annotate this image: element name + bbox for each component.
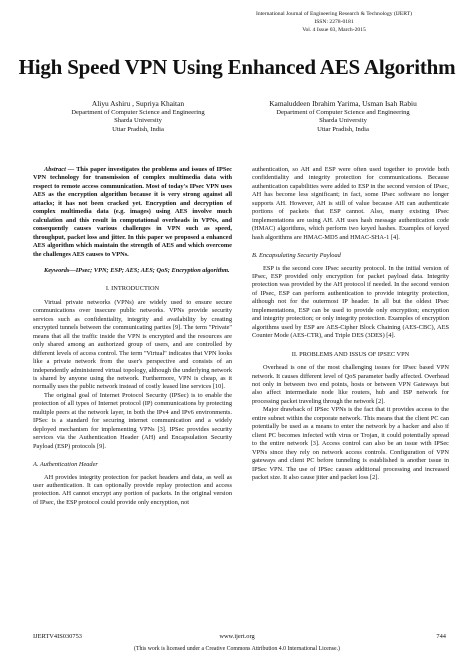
keywords: Keywords—IPsec; VPN; ESP; AES; AES; QoS; Encryption algorithm. <box>44 266 230 274</box>
paper-title: High Speed VPN Using Enhanced AES Algorithm <box>18 55 456 79</box>
abstract <box>33 166 232 259</box>
intro-paragraph-1: Virtual private networks (VPNs) are widely used to ensure secure communications over insecure public networks. VPNs provide security services such as confidentiality, integrity and availability by creating encrypted tunnels between the communicating parties [9]. The term "Private" means that all the traffic inside the VPN is encrypted and the resources are only shared among an authorized group of users, and are controlled by different levels of access control. The term "Virtual" indicates that VPN looks like a private network from the user's perspective and consists of an independently administered virtual topology, although the underlying network is shared by anyone using the network. Furthermore, VPN is cheap, as it normally uses the public network instead of costly leased line services [10]. <box>33 298 232 391</box>
author-department: Department of Computer Science and Engineering <box>71 108 205 116</box>
section-heading-problems: II. PROBLEMS AND ISSUS OF IPSEC VPN <box>291 350 410 358</box>
author-university: Sharda University <box>319 117 367 125</box>
problems-paragraph-2: Major drawback of IPSec VPNs is the fact that it provides access to the entire subnet within the corporate network. This means that the client PC can potentially be used as a means to enter the network by a hacker and also if client PC becomes infected with virus or Trojan, it could potentially spread to the entire network [3]. Access control can also be an issue with IPSec VPNs since they rely on network access controls. Configuration of VPN gateways and client PC before tunneling is established is another issue in IPSec VPN. The use of IPSec causes additional processing and increased packet size. It also cause jitter and packet loss [2]. <box>252 406 449 481</box>
journal-volume: Vol. 4 Issue 03, March-2015 <box>302 27 366 33</box>
problems-paragraph-1: Overhead is one of the most challenging issues for IPsec based VPN network. It causes different level of QoS parameter badly affected. Overhead not only in between two end points, hosts or between VPN Gateways but also affect intermediate node like routers, hub and ISP network for processing packet traveling through the network [2]. <box>252 364 449 405</box>
journal-issn: ISSN: 2278-0181 <box>314 19 354 25</box>
ah-continued-paragraph: authentication, so AH and ESP were often used together to provide both confidentiality and integrity protection for communications. Because authentication capabilities were added to ESP in the second version of IPsec, AH has become less significant; in fact, some IPsec software no longer supports AH. However, AH is still of value because AH can authenticate portions of packets that ESP cannot. Also, many existing IPsec implementations are using AH. AH uses hash message authentication code (HMAC) algorithms, which perform two keyed hashes. Examples of keyed hash algorithms are HMAC-MD5 and HMAC-SHA-1 [4]. <box>252 166 449 241</box>
subsection-heading-authentication-header: A. Authentication Header <box>33 461 98 469</box>
author-department: Department of Computer Science and Engineering <box>276 108 410 116</box>
journal-name: International Journal of Engineering Research & Technology (IJERT) <box>256 11 412 17</box>
abstract-text: This paper investigates the problems and issues of IPSec VPN technology for transmission of complex multimedia data with respect to remote access communication. Most of today's IPsec VPN uses AES as the encryption algorithm because it is very strong against all attacks; it has not been cracked yet. Encryption and decryption of complex multimedia data (e.g. images) using AES involve much calculation and this result in computational overheads in VPNs, and consequently causes various challenges in VPN such as speed, throughput, packet loss and jitter. In this paper we proposed a enhanced AES algorithm which maintain the strength of AES and which overcome the challenges AES causes to VPNs. <box>33 166 232 258</box>
left-column <box>33 166 232 507</box>
author-names: Kamaluddeen Ibrahim Yarima, Usman Isah Rabiu <box>269 99 417 108</box>
journal-header <box>224 10 444 34</box>
author-names: Aliyu Ashiru , Supriya Khaitan <box>91 99 185 108</box>
author-location: Uttar Pradish, India <box>317 125 369 133</box>
author-block-right <box>248 100 438 134</box>
author-location: Uttar Pradish, India <box>112 125 164 133</box>
footer-url-link[interactable]: www.ijert.org <box>219 633 255 640</box>
footer-paper-code: IJERTV4IS030753 <box>33 633 82 640</box>
section-heading-introduction: I. INTRODUCTION <box>105 285 160 293</box>
authentication-header-paragraph: AH provides integrity protection for packet headers and data, as well as user authentication. It can optionally provide replay protection and access protection. AH cannot encrypt any portion of packets. In the original version of IPsec, the ESP protocol could provide only encryption, not <box>33 473 232 506</box>
esp-paragraph: ESP is the second core IPsec security protocol. In the initial version of IPsec, ESP provided only encryption for packet payload data. Integrity protection was provided by the AH protocol if needed. In the second version of IPsec, ESP can perform authentication to provide integrity protection, although not for the outermost IP header. In all but the oldest IPsec implementations, ESP can be used to provide only encryption; encryption and integrity protection; or only integrity protection. Examples of encryption algorithms used by ESP are AES-Cipher Block Chaining (AES-CBC), AES Counter Mode (AES-CTR), and Triple DES (3DES) [4]. <box>252 264 449 340</box>
abstract-lead: Abstract — <box>44 166 75 173</box>
footer-page-number: 744 <box>436 633 446 640</box>
author-block-left <box>43 100 233 134</box>
intro-paragraph-2: The original goal of Internet Protocol Security (IPSec) is to enable the protection of all types of Internet protocol (IP) communications by protecting multiple peers at the network layer, in both the IPv4 and IPv6 environments. IPSec is a standard for securing internet communication and a widely deployed mechanism for implementing VPNs [3]. IPSec provides security services via the Authentication Header (AH) and Encapsulation Security Payload (ESP) protocols [9]. <box>33 391 232 450</box>
author-university: Sharda University <box>114 117 162 125</box>
footer-license: (This work is licensed under a Creative Commons Attribution 4.0 International License.) <box>134 646 340 652</box>
subsection-heading-esp: B. Encapsulating Security Payload <box>252 252 341 260</box>
right-column <box>252 166 449 482</box>
